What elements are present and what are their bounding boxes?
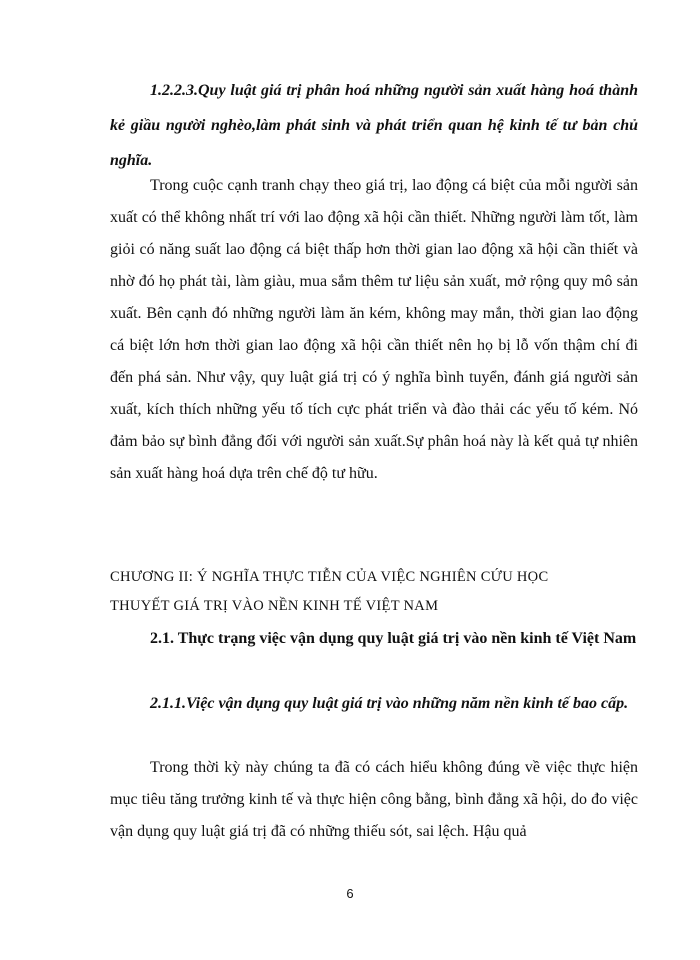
chapter-title-line-2: THUYẾT GIÁ TRỊ VÀO NỀN KINH TẾ VIỆT NAM [110,598,439,614]
section-heading-2-1: 2.1. Thực trạng việc vận dụng quy luật giá trị vào nền kinh tế Việt Nam [150,630,637,647]
body-paragraph-1: Trong cuộc cạnh tranh chạy theo giá trị, lao động cá biệt của mỗi người sản xuất có thể không nhất trí với lao động xã hội cần thiết. Những người làm tốt, làm giỏi có năng suất lao động cá biệt thấp hơn thời gian lao động xã hội cần thiết và nhờ đó họ phát tài, làm giàu, mua sắm thêm tư liệu sản xuất, mở rộng quy mô sản xuất. Bên cạnh đó những người làm ăn kém, không may mắn, thời gian lao động cá biệt lớn hơn thời gian lao động xã hội cần thiết nên họ bị lỗ vốn thậm chí đi đến phá sản. Như vậy, quy luật giá trị có ý nghĩa bình tuyển, đánh giá người sản xuất, kích thích những yếu tố tích cực phát triển và đào thải các yếu tố kém. Nó đảm bảo sự bình đẳng đối với người sản xuất.Sự phân hoá này là kết quả tự nhiên sản xuất hàng hoá dựa trên chế độ tư hữu. [110,177,638,482]
section-heading-2-1-1: 2.1.1.Việc vận dụng quy luật giá trị vào những năm nền kinh tế bao cấp. [150,695,629,712]
chapter-title-line-1: CHƯƠNG II: Ý NGHĨA THỰC TIỄN CỦA VIỆC NGHIÊN CỨU HỌC [110,569,549,585]
page-number: 6 [346,886,354,901]
body-paragraph-2: Trong thời kỳ này chúng ta đã có cách hiểu không đúng về việc thực hiện mục tiêu tăng trưởng kinh tế và thực hiện công bằng, bình đẳng xã hội, do đo việc vận dụng quy luật giá trị đã có những thiếu sót, sai lệch. Hậu quả [110,759,638,840]
chapter-title [110,563,638,621]
section-heading-1-2-2-3: 1.2.2.3.Quy luật giá trị phân hoá những người sản xuất hàng hoá thành kẻ giầu người nghèo,làm phát sinh và phát triển quan hệ kinh tế tư bản chủ nghĩa. [110,82,638,169]
